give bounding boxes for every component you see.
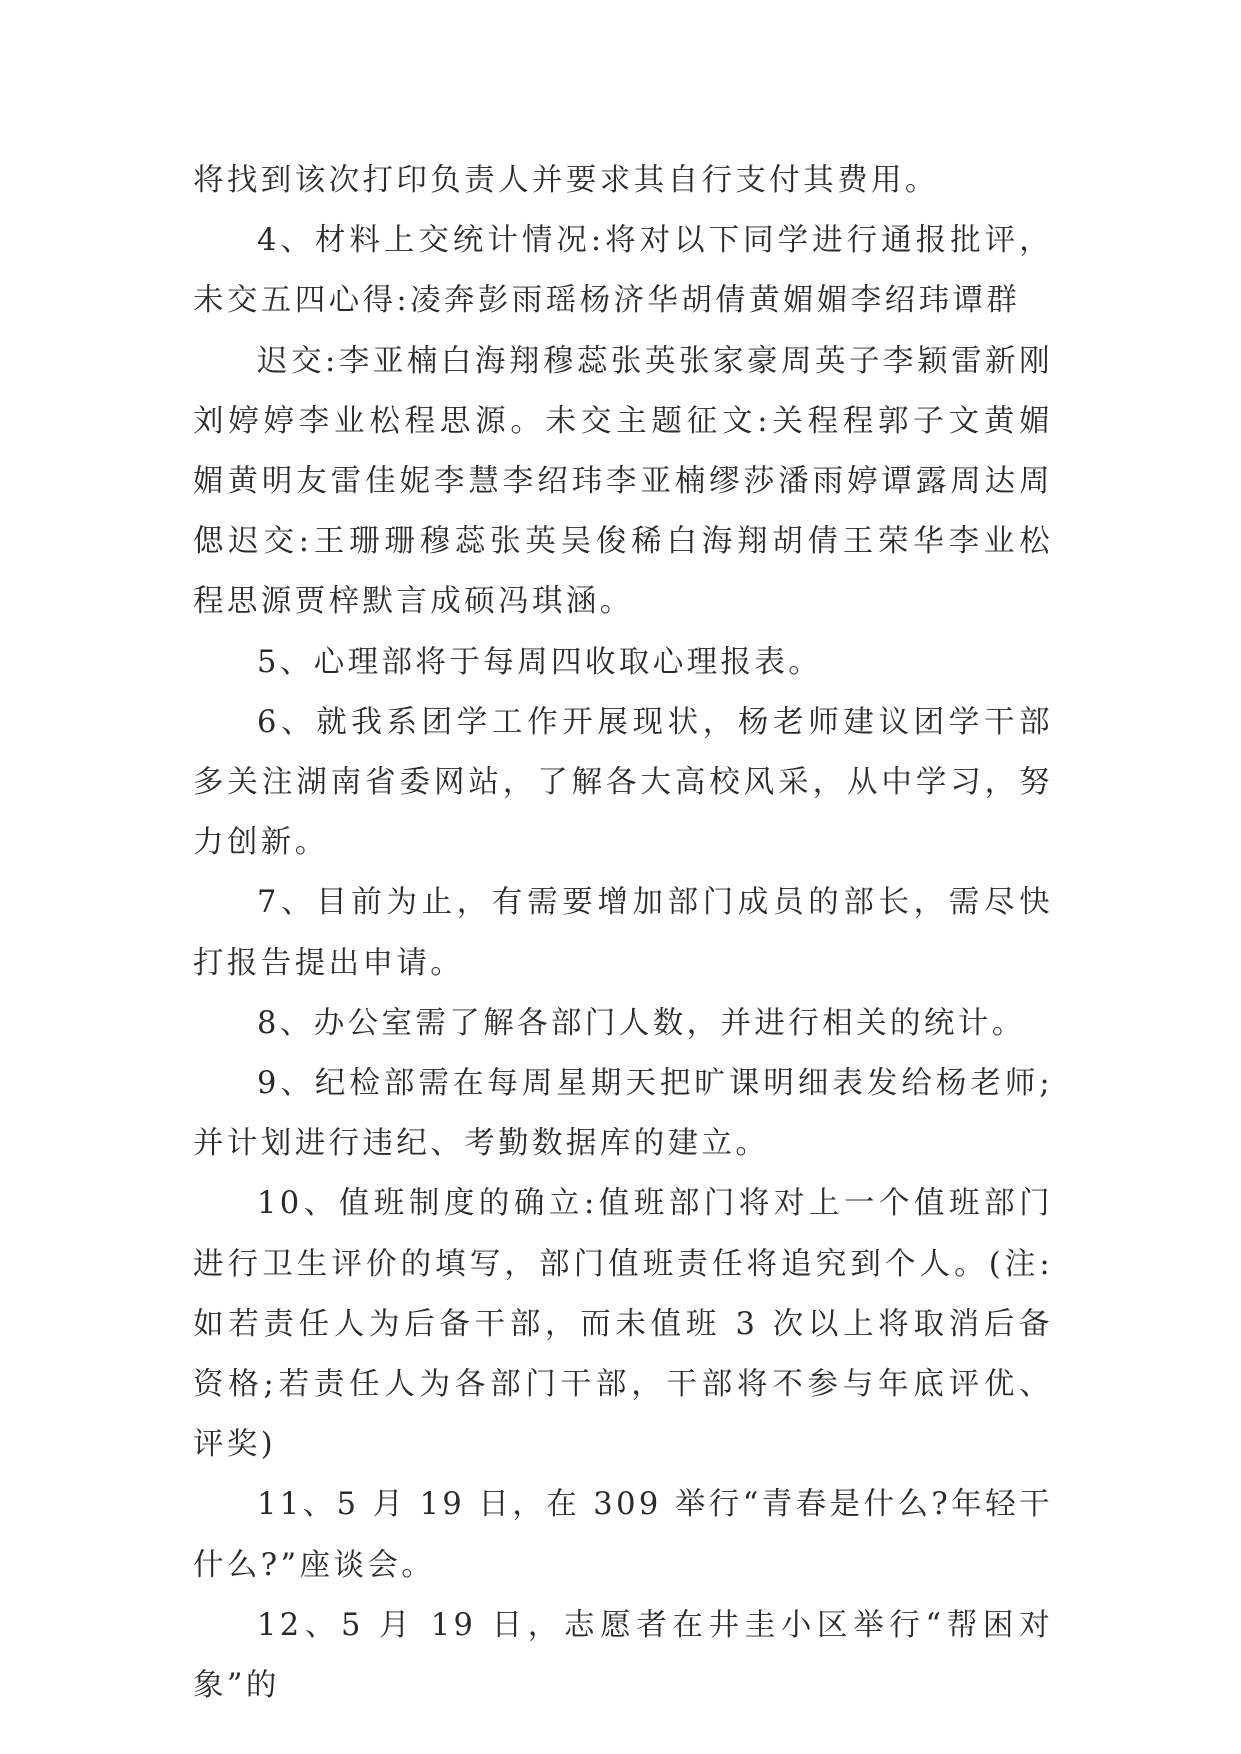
paragraph-item-6-suggestion: 6、就我系团学工作开展现状，杨老师建议团学干部多关注湖南省委网站，了解各大高校风采，从中学习，努力创新。 — [193, 704, 1053, 861]
paragraph-late-submissions: 迟交:李亚楠白海翔穆蕊张英张家豪周英子李颖雷新刚刘婷婷李业松程思源。未交主题征文:关程程郭子文黄媚媚黄明友雷佳妮李慧李绍玮李亚楠缪莎潘雨婷谭露周达周偲迟交:王珊珊穆蕊张英吴俊稀白海翔胡倩王荣华李业松程思源贾梓默言成硕冯琪涵。 — [193, 343, 1053, 620]
paragraph-item-4-submission-stats: 4、材料上交统计情况:将对以下同学进行通报批评，未交五四心得:凌奔彭雨瑶杨济华胡倩黄媚媚李绍玮谭群 — [193, 223, 1053, 319]
paragraph-item-10-duty-system: 10、值班制度的确立:值班部门将对上一个值班部门进行卫生评价的填写，部门值班责任将追究到个人。(注:如若责任人为后备干部，而未值班 3 次以上将取消后备资格;若责任人为各部门干部，干部将不参与年底评优、评奖) — [193, 1186, 1053, 1463]
paragraph-item-8-office: 8、办公室需了解各部门人数，并进行相关的统计。 — [257, 1005, 1026, 1041]
paragraph-printing-fee: 将找到该次打印负责人并要求其自行支付其费用。 — [193, 163, 939, 198]
paragraph-item-9-discipline: 9、纪检部需在每周星期天把旷课明细表发给杨老师;并计划进行违纪、考勤数据库的建立。 — [193, 1066, 1053, 1162]
paragraph-item-11-forum: 11、5 月 19 日，在 309 举行“青春是什么?年轻干什么?”座谈会。 — [193, 1487, 1053, 1583]
paragraph-item-7-members: 7、目前为止，有需要增加部门成员的部长，需尽快打报告提出申请。 — [193, 885, 1053, 981]
paragraph-item-5-psychology: 5、心理部将于每周四收取心理报表。 — [257, 644, 823, 680]
paragraph-item-12-volunteers: 12、5 月 19 日，志愿者在井圭小区举行“帮困对象”的 — [193, 1607, 1053, 1704]
document-body — [193, 151, 1053, 1716]
